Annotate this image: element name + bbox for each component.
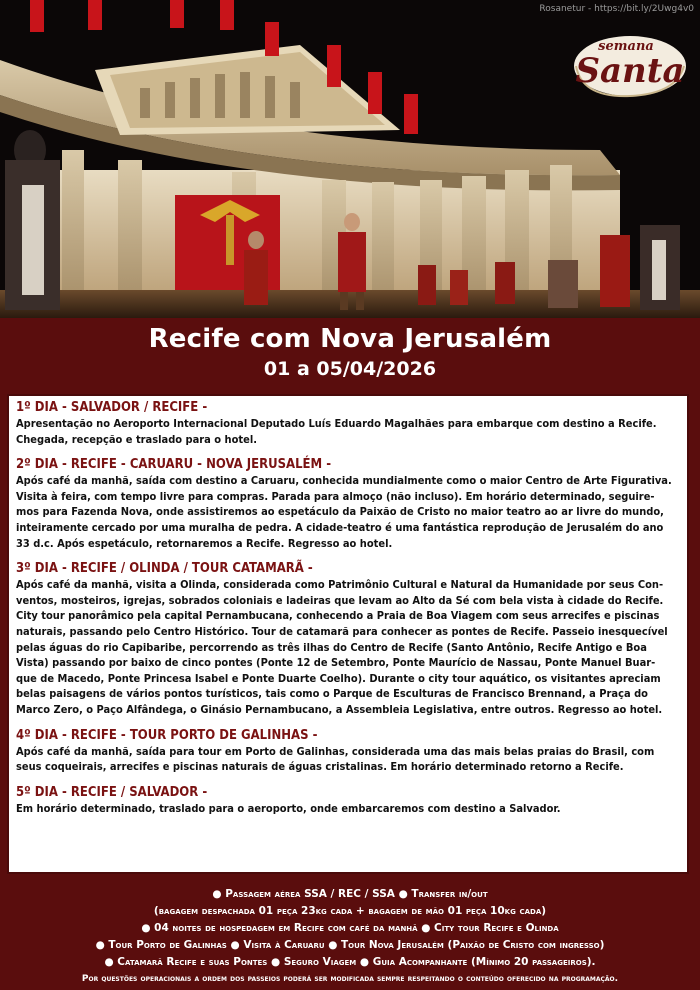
day-title: 2º DIA - RECIFE - CARUARU - NOVA JERUSALÉM - xyxy=(16,457,332,473)
day-3 xyxy=(16,561,681,717)
day-line: 33 d.c. Após espetáculo, retornaremos a Recife. Regresso ao hotel. xyxy=(16,536,393,550)
day-line: belas paisagens de vários pontos turísticos, tais como o Parque de Esculturas de Francisco Brennand, a Praça do xyxy=(16,687,648,701)
day-line: naturais, passando pelo Centro Histórico. Tour de catamarã para conhecer as pontes de Recife. Passeio inesquecível xyxy=(16,624,668,638)
day-line: Após café da manhã, saída para tour em Porto de Galinhas, considerada uma das mais belas praias do Brasil, com xyxy=(16,744,655,758)
day-description xyxy=(16,473,681,551)
day-line: Chegada, recepção e traslado para o hotel. xyxy=(16,432,257,446)
hero-photo xyxy=(0,0,700,318)
day-description xyxy=(16,744,681,775)
travel-dates: 01 a 05/04/2026 xyxy=(263,358,437,380)
day-line: City tour panorâmico pela capital Pernambucana, conhecendo a Praia de Boa Viagem com seus arrecifes e piscinas xyxy=(16,609,660,623)
included-line: ● Passagem aérea SSA / REC / SSA ● Transfer in/out xyxy=(212,888,488,900)
included-line: (bagagem despachada 01 peça 23kg cada + bagagem de mão 01 peça 10kg cada) xyxy=(153,905,547,917)
day-line: ventos, mosteiros, igrejas, sobrados coloniais e ladeiras que levam ao Alto da Sé com bela vista à cidade do Recife. xyxy=(16,593,664,607)
day-line: pelas águas do rio Capibaribe, percorrendo as três ilhas do Centro de Recife (Santo Antônio, Recife Antigo e Boa xyxy=(16,640,647,654)
day-1 xyxy=(16,400,681,447)
day-description xyxy=(16,801,681,817)
day-line: inteiramente cercado por uma muralha de pedra. A cidade-teatro é uma fantástica reprodução de Jerusalém do ano xyxy=(16,520,664,534)
included-line: ● Catamarã Recife e suas Pontes ● Seguro Viagem ● Guia Acompanhante (Mínimo 20 passageiros). xyxy=(104,956,596,968)
watermark: Rosanetur - https://bit.ly/2Uwg4v0 xyxy=(539,4,694,14)
day-title: 3º DIA - RECIFE / OLINDA / TOUR CATAMARÃ - xyxy=(16,561,313,577)
itinerary-box xyxy=(7,394,689,874)
day-line: que de Macedo, Ponte Princesa Isabel e Ponte Duarte Coelho). Durante o city tour aquático, os visitantes apreciam xyxy=(16,671,661,685)
title-banner xyxy=(0,318,700,392)
day-line: Marco Zero, o Paço Alfândega, o Ginásio Pernambucano, a Assembleia Legislativa, entre outros. Regresso ao hotel. xyxy=(16,702,663,716)
day-title: 5º DIA - RECIFE / SALVADOR - xyxy=(16,784,208,800)
day-description xyxy=(16,577,681,717)
day-line: mos para Fazenda Nova, onde assistiremos ao espetáculo da Paixão de Cristo no maior teatro ao ar livre do mundo, xyxy=(16,505,664,519)
day-line: Vista) passando por baixo de cinco pontes (Ponte 12 de Setembro, Ponte Maurício de Nassau, Ponte Manuel Buar- xyxy=(16,656,656,670)
included-items-footer xyxy=(0,880,700,990)
svg-text:semana: semana xyxy=(598,39,654,54)
day-title: 1º DIA - SALVADOR / RECIFE - xyxy=(16,400,208,415)
page-title: Recife com Nova Jerusalém xyxy=(148,324,552,354)
day-line: seus coqueirais, arrecifes e piscinas naturais de águas cristalinas. Em horário determinado retorno a Recife. xyxy=(16,760,624,774)
included-line: ● 04 noites de hospedagem em Recife com café da manhã ● City tour Recife e Olinda xyxy=(141,922,559,934)
day-line: Após café da manhã, saída com destino a Caruaru, conhecida mundialmente como o maior Centro de Arte Figurativa. xyxy=(16,474,672,488)
day-line: Após café da manhã, visita a Olinda, considerada como Patrimônio Cultural e Natural da Humanidade por seus Con- xyxy=(16,578,664,592)
svg-text:Santa: Santa xyxy=(575,51,685,91)
footer-note: Por questões operacionais a ordem dos passeios poderá ser modificada sempre respeitando o conteúdo oferecido na programação. xyxy=(81,974,619,984)
day-line: Apresentação no Aeroporto Internacional Deputado Luís Eduardo Magalhães para embarque com destino a Recife. xyxy=(16,417,657,430)
day-description xyxy=(16,416,681,447)
semana-santa-logo-graphic xyxy=(568,22,688,100)
day-title: 4º DIA - RECIFE - TOUR PORTO DE GALINHAS - xyxy=(16,727,318,743)
day-line: Visita à feira, com tempo livre para compras. Parada para almoço (não incluso). Em horário determinado, seguire- xyxy=(16,489,655,503)
day-5 xyxy=(16,785,681,817)
semana-santa-logo xyxy=(568,22,688,100)
day-2 xyxy=(16,457,681,551)
day-line: Em horário determinado, traslado para o aeroporto, onde embarcaremos com destino a Salvador. xyxy=(16,801,561,815)
included-line: ● Tour Porto de Galinhas ● Visita à Caruaru ● Tour Nova Jerusalém (Paixão de Cristo com ingresso) xyxy=(95,939,605,951)
day-4 xyxy=(16,728,681,775)
